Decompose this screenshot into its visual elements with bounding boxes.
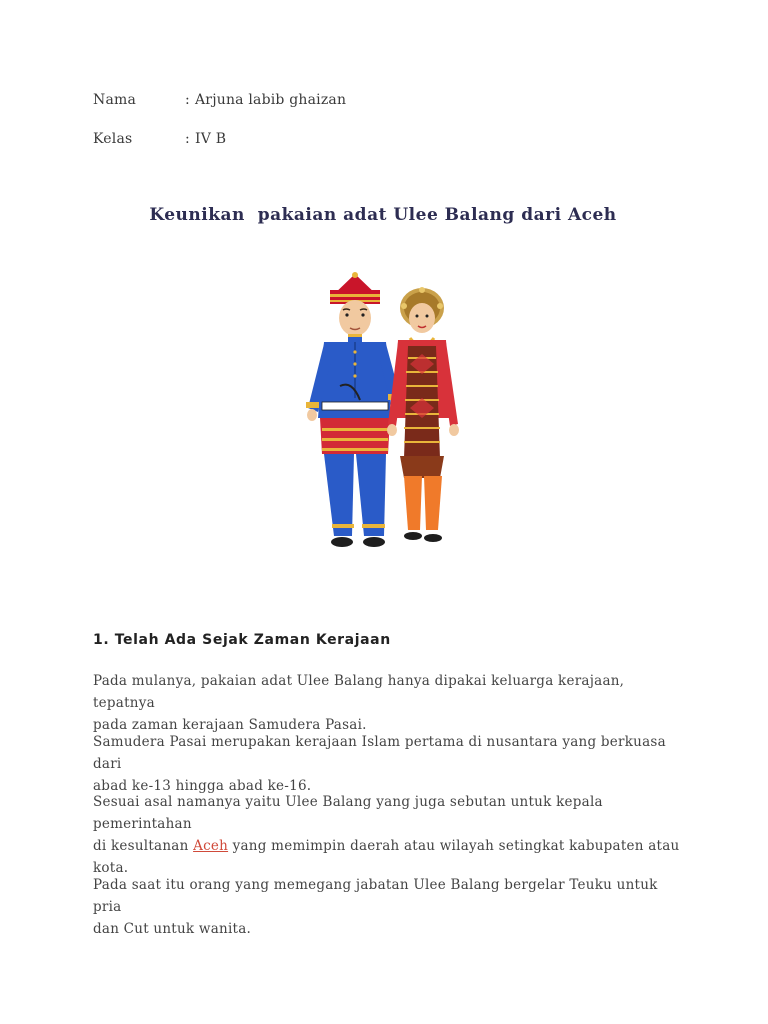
paragraph-3-line-2-after: yang memimpin daerah atau wilayah setingkat kabupaten atau xyxy=(228,838,680,854)
class-value: IV B xyxy=(195,131,227,147)
paragraph-1-line-2: pada zaman kerajaan Samudera Pasai. xyxy=(93,717,367,733)
name-value: Arjuna labib ghaizan xyxy=(195,92,347,108)
male-figure xyxy=(306,272,401,547)
paragraph-3-line-3: kota. xyxy=(93,860,129,876)
class-colon: : xyxy=(185,131,190,147)
paragraph-1 xyxy=(93,670,683,736)
paragraph-3-line-1: Sesuai asal namanya yaitu Ulee Balang yang juga sebutan untuk kepala pemerintahan xyxy=(93,794,603,832)
paragraph-2 xyxy=(93,731,683,797)
section-heading: 1. Telah Ada Sejak Zaman Kerajaan xyxy=(93,632,391,648)
name-label: Nama xyxy=(93,92,137,108)
paragraph-4-line-1: Pada saat itu orang yang memegang jabatan Ulee Balang bergelar Teuku untuk pria xyxy=(93,877,658,915)
paragraph-2-line-1: Samudera Pasai merupakan kerajaan Islam pertama di nusantara yang berkuasa dari xyxy=(93,734,666,772)
aceh-link[interactable]: Aceh xyxy=(193,838,229,854)
name-colon: : xyxy=(185,92,190,108)
document-title: Keunikan pakaian adat Ulee Balang dari Aceh xyxy=(149,205,617,225)
paragraph-4-line-2: dan Cut untuk wanita. xyxy=(93,921,252,937)
costume-illustration xyxy=(300,268,470,558)
class-label: Kelas xyxy=(93,131,133,147)
female-figure xyxy=(387,287,459,542)
paragraph-1-line-1: Pada mulanya, pakaian adat Ulee Balang hanya dipakai keluarga kerajaan, tepatnya xyxy=(93,673,625,711)
paragraph-4 xyxy=(93,874,683,940)
paragraph-3 xyxy=(93,791,683,879)
paragraph-3-line-2-before: di kesultanan xyxy=(93,838,194,854)
paragraph-2-line-2: abad ke-13 hingga abad ke-16. xyxy=(93,778,312,794)
